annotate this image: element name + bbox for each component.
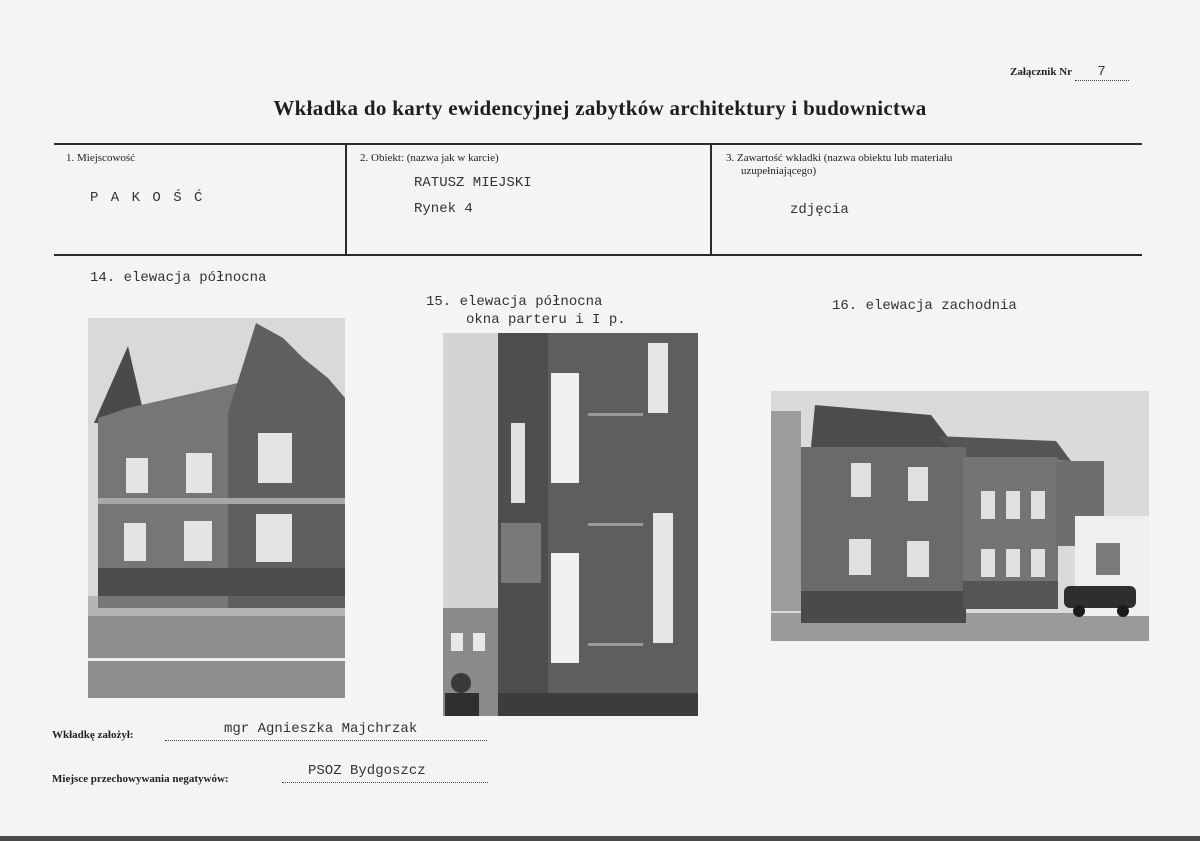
annex-number [1010, 64, 1129, 81]
table-divider-1 [345, 144, 347, 254]
place-value: P A K O Ś Ć [90, 190, 205, 206]
author-label: Wkładkę założył: [52, 729, 134, 741]
photo-caption-3: 16. elewacja zachodnia [832, 298, 1017, 314]
photo-window-detail [443, 333, 698, 716]
storage-line [282, 782, 488, 783]
table-top-rule [54, 143, 1142, 145]
object-name: RATUSZ MIEJSKI [414, 175, 532, 191]
object-label: 2. Obiekt: (nazwa jak w karcie) [360, 152, 499, 164]
photo-west-elevation [771, 391, 1149, 641]
place-label: 1. Miejscowość [66, 152, 136, 164]
page-title: Wkładka do karty ewidencyjnej zabytków architektury i budownictwa [273, 96, 927, 120]
author-line [165, 740, 487, 741]
author-value: mgr Agnieszka Majchrzak [224, 721, 418, 737]
photo-caption-2-line1: 15. elewacja północna [426, 294, 603, 310]
table-bottom-rule [54, 254, 1142, 256]
photo-north-elevation [88, 318, 345, 698]
object-address: Rynek 4 [414, 201, 473, 217]
content-value: zdjęcia [790, 202, 849, 218]
annex-value: 7 [1075, 64, 1129, 81]
storage-label: Miejsce przechowywania negatywów: [52, 773, 229, 785]
storage-value: PSOZ Bydgoszcz [308, 763, 426, 779]
annex-label: Załącznik Nr [1010, 66, 1072, 78]
content-label-line1: 3. Zawartość wkładki (nazwa obiektu lub materiału [726, 152, 953, 164]
photo-caption-1: 14. elewacja północna [90, 270, 267, 286]
content-label-line2: uzupełniającego) [741, 165, 817, 177]
photo-caption-2-line2: okna parteru i I p. [466, 312, 626, 328]
table-divider-2 [710, 144, 712, 254]
